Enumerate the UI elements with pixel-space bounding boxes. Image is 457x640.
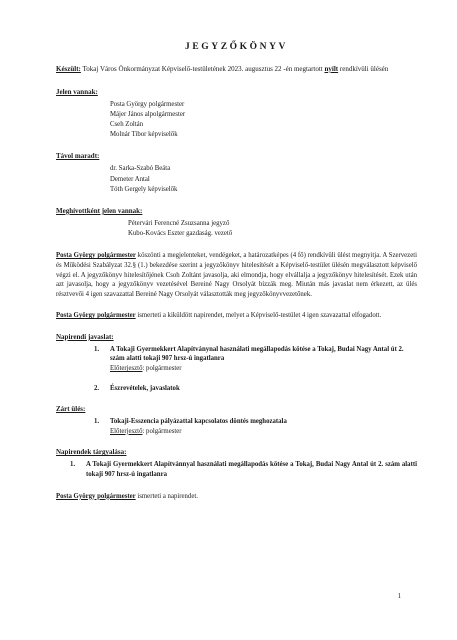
invited-person: Pétervári Ferencné Zsuzsanna jegyző bbox=[128, 219, 230, 227]
invited-person: Kubo-Kovács Eszter gazdaság. vezető bbox=[128, 230, 233, 238]
closed-item-title: Tokaji-Esszencia pályázattal kapcsolatos döntés meghozatala bbox=[110, 418, 287, 426]
present-heading: Jelen vannak: bbox=[56, 87, 98, 96]
agenda-item-number: 1. bbox=[94, 345, 100, 353]
agenda-item-number: 2. bbox=[94, 384, 100, 392]
discussion-item-title: A Tokaji Gyermekkert Alapítvánnyal használati megállapodás kötése a Tokaj, Budai Nagy Antal út 2. szám alatti tokaji 907 hrsz-ú ingatlanra bbox=[86, 461, 417, 479]
document-title: JEGYZŐKÖNYV bbox=[184, 42, 289, 52]
agenda-item-title: Észrevételek, javaslatok bbox=[110, 384, 180, 392]
closed-session-heading: Zárt ülés: bbox=[56, 405, 86, 414]
absent-person: dr. Sarka-Szabó Beáta bbox=[110, 165, 171, 173]
present-list bbox=[110, 100, 417, 141]
absent-person: Tóth Gergely képviselők bbox=[110, 185, 178, 193]
closed-session-list bbox=[56, 417, 417, 436]
intro-label: Készült: bbox=[56, 65, 81, 73]
agenda-intro-paragraph bbox=[56, 311, 417, 321]
closed-session-item bbox=[56, 417, 417, 436]
intro-text: Tokaj Város Önkormányzat Képviselő-testületének 2023. augusztus 22 -én megtartott bbox=[80, 65, 325, 73]
absent-person: Demeter Antal bbox=[110, 175, 150, 183]
intro-nyilt: nyílt bbox=[324, 65, 339, 73]
closing-speaker: Posta György polgármester bbox=[56, 492, 136, 500]
closed-item-body bbox=[110, 417, 417, 436]
closed-item-presenter bbox=[110, 427, 417, 437]
intro-paragraph bbox=[56, 65, 417, 75]
agenda-intro-text: ismerteti a kiküldött napirendet, melyet a Képviselő-testület 4 igen szavazattal elfogadott. bbox=[135, 312, 382, 320]
opening-paragraph bbox=[56, 251, 417, 299]
closing-paragraph bbox=[56, 492, 417, 502]
closing-text: ismerteti a napirendet. bbox=[135, 492, 198, 500]
present-person: Posta György polgármester bbox=[110, 100, 185, 108]
agenda-item-body bbox=[110, 384, 417, 394]
presenter-label: Előterjesztő bbox=[110, 427, 143, 435]
present-person: Molnár Tibor képviselők bbox=[110, 131, 178, 139]
agenda-intro-speaker: Posta György polgármester bbox=[56, 312, 136, 320]
invited-list bbox=[128, 219, 417, 239]
opening-speaker: Posta György polgármester bbox=[56, 252, 136, 260]
page-number: 1 bbox=[397, 593, 401, 600]
discussion-item-number: 1. bbox=[70, 461, 76, 469]
closed-item-number: 1. bbox=[94, 418, 100, 426]
agenda-item-presenter bbox=[110, 364, 417, 374]
presenter-value: : polgármester bbox=[142, 365, 182, 373]
absent-list bbox=[110, 164, 417, 195]
discussion-item bbox=[56, 460, 417, 479]
agenda-item bbox=[56, 384, 417, 394]
presenter-label: Előterjesztő bbox=[110, 365, 143, 373]
intro-text-end: rendkívüli ülésén bbox=[338, 65, 389, 73]
absent-heading: Távol maradt: bbox=[56, 152, 100, 161]
discussion-heading: Napirendek tárgyalása: bbox=[56, 448, 127, 457]
agenda-heading: Napirendi javaslat: bbox=[56, 332, 114, 341]
present-person: Cseh Zoltán bbox=[110, 120, 144, 128]
present-person: Májer János alpolgármester bbox=[110, 110, 186, 118]
agenda-list bbox=[56, 345, 417, 393]
presenter-value: : polgármester bbox=[142, 427, 182, 435]
agenda-item-body bbox=[110, 345, 417, 374]
agenda-item bbox=[56, 345, 417, 374]
agenda-item-title: A Tokaji Gyermekkert Alapítványnal használati megállapodás kötése a Tokaj, Budai Nagy Antal út 2. szám alatti tokaji 907 hrsz-ú ingatlanra bbox=[110, 345, 404, 363]
invited-heading: Meghívottként jelen vannak: bbox=[56, 206, 143, 215]
opening-text: köszönti a megjelenteket, vendégeket, a határozatképes (4 fő) rendkívüli ülést megnyitja. A Szervezeti és Működési Szabályzat 32.§ (1.) bekezdése szerint a jegyzőkönyv hitelesítését a Képviselő-testület ülésén megválasztott képviselő végzi el. A jegyzőkönyv hitelesítőjének Csoh Zoltánt javasolja, aki elmondja, hogy elvállalja a jegyzőkönyv hitelesítését. Ezek után azt javasolja, hogy a jegyzőkönyv vezetésével Bereiné Nagy Orsolyát bízzák meg. Miután más javaslat nem érkezett, az ülés résztvevői 4 igen szavazattal Bereiné Nagy Orsolyát választották meg jegyzőkönyvvezetőnek. bbox=[56, 252, 417, 298]
